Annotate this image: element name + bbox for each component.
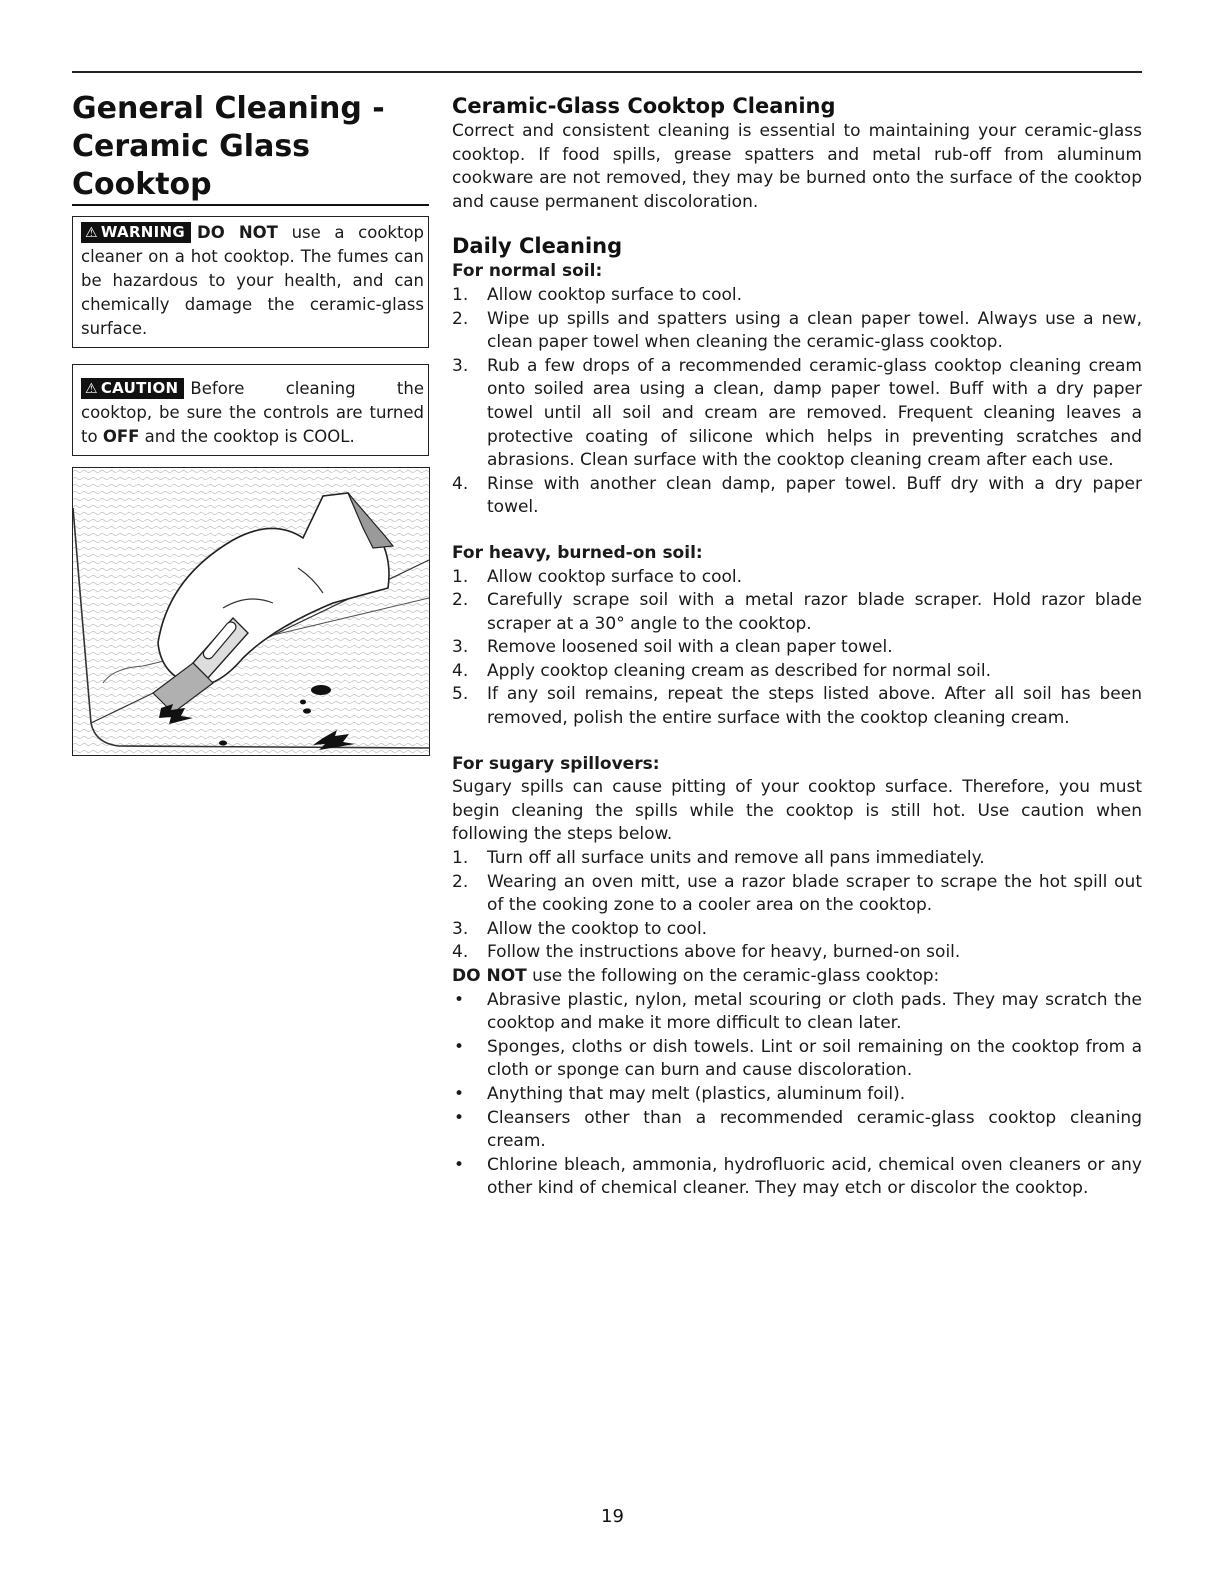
normal-soil-steps <box>452 284 1142 520</box>
scraper-drawing <box>73 468 429 755</box>
warning-badge <box>81 222 191 243</box>
section-intro: Correct and consistent cleaning is essential to maintaining your ceramic-glass cooktop. If food spills, grease spatters and metal rub-off from aluminum cookware are not removed, they may be burned onto the surface of the cooktop and cause permanent discoloration. <box>452 121 1142 212</box>
bullet-icon: • <box>454 1036 465 1057</box>
list-item: • Sponges, cloths or dish towels. Lint or soil remaining on the cooktop from a cloth or sponge can burn and cause discoloration. <box>454 1036 1142 1081</box>
sugary-steps <box>452 847 1142 965</box>
list-item: 2. Wipe up spills and spatters using a clean paper towel. Always use a new, clean paper towel when cleaning the ceramic-glass cooktop. <box>452 308 1142 353</box>
list-item: • Abrasive plastic, nylon, metal scouring or cloth pads. They may scratch the cooktop and make it more difficult to clean later. <box>454 989 1142 1034</box>
list-item: 3. Rub a few drops of a recommended ceramic-glass cooktop cleaning cream onto soiled area using a clean, damp paper towel. Buff with a dry paper towel until all soil and cream are removed. Frequent cleaning leaves a protective coating of silicone which helps in preventing scratches and abrasions. Clean surface with the cooktop cleaning cream after each use. <box>452 355 1142 471</box>
bullet-icon: • <box>454 989 465 1010</box>
caution-text2: and the cooktop is COOL. <box>139 427 355 446</box>
sugary-intro: Sugary spills can cause pitting of your cooktop surface. Therefore, you must begin cleaning the spills while the cooktop is still hot. Use caution when following the steps below. <box>452 777 1142 845</box>
caution-text1: Before cleaning the cooktop, be sure the controls are turned to <box>81 379 424 446</box>
caution-triangle-icon: ⚠ <box>85 381 98 397</box>
list-item: 5. If any soil remains, repeat the steps listed above. After all soil has been removed, polish the entire surface with the cooktop cleaning cream. <box>452 684 1142 729</box>
left-column <box>72 90 429 456</box>
sugary-heading: For sugary spillovers: <box>452 753 660 774</box>
normal-soil-heading: For normal soil: <box>452 261 603 282</box>
do-not-list <box>452 989 1142 1201</box>
section-title-daily: Daily Cleaning <box>452 234 623 259</box>
list-item: 1. Allow cooktop surface to cool. <box>452 284 743 305</box>
list-item: 2. Carefully scrape soil with a metal razor blade scraper. Hold razor blade scraper at a 30° angle to the cooktop. <box>452 590 1142 634</box>
bullet-icon: • <box>454 1154 465 1175</box>
caution-box <box>72 364 429 456</box>
page-number: 19 <box>601 1506 624 1527</box>
list-item: 2. Wearing an oven mitt, use a razor blade scraper to scrape the hot spill out of the cooking zone to a cooler area on the cooktop. <box>452 871 1142 916</box>
heavy-soil-heading: For heavy, burned-on soil: <box>452 542 703 563</box>
warning-lead: DO NOT <box>197 223 278 242</box>
right-column <box>452 92 1142 1201</box>
do-not-lead: DO NOT <box>452 966 527 986</box>
page-title-line1: General Cleaning - <box>72 91 385 126</box>
bullet-icon: • <box>454 1107 465 1128</box>
list-item: 1. Turn off all surface units and remove all pans immediately. <box>452 848 985 869</box>
warning-text: use a cooktop cleaner on a hot cooktop. The fumes can be hazardous to your health, and can chemically damage the ceramic-glass surface. <box>81 223 425 338</box>
page-title <box>72 90 429 206</box>
list-item: 1. Allow cooktop surface to cool. <box>452 566 743 587</box>
list-item: 3. Remove loosened soil with a clean paper towel. <box>452 637 893 658</box>
list-item: • Cleansers other than a recommended ceramic-glass cooktop cleaning cream. <box>454 1107 1142 1152</box>
bullet-icon: • <box>454 1083 465 1104</box>
caution-badge <box>81 378 184 399</box>
caution-badge-label: CAUTION <box>100 379 179 397</box>
scraper-illustration <box>72 467 430 756</box>
list-item: 4. Follow the instructions above for heavy, burned-on soil. <box>452 942 961 963</box>
list-item: 4. Rinse with another clean damp, paper towel. Buff dry with a dry paper towel. <box>452 473 1142 518</box>
warning-badge-label: WARNING <box>100 223 185 241</box>
caution-off: OFF <box>102 427 140 446</box>
list-item: • Anything that may melt (plastics, aluminum foil). <box>452 1083 1142 1107</box>
section-title-ceramic-glass: Ceramic-Glass Cooktop Cleaning <box>452 94 836 118</box>
heavy-soil-steps <box>452 566 1142 731</box>
do-not-intro: DO NOT use the following on the ceramic-glass cooktop: <box>452 966 940 986</box>
list-item: • Chlorine bleach, ammonia, hydrofluoric acid, chemical oven cleaners or any other kind of chemical cleaner. They may etch or discolor the cooktop. <box>454 1154 1142 1199</box>
list-item: 3. Allow the cooktop to cool. <box>452 918 708 939</box>
list-item: 4. Apply cooktop cleaning cream as described for normal soil. <box>452 660 992 681</box>
top-rule <box>72 71 1142 73</box>
warning-triangle-icon: ⚠ <box>85 225 98 241</box>
warning-box <box>72 216 429 348</box>
page-title-line2: Ceramic Glass Cooktop <box>72 128 429 206</box>
